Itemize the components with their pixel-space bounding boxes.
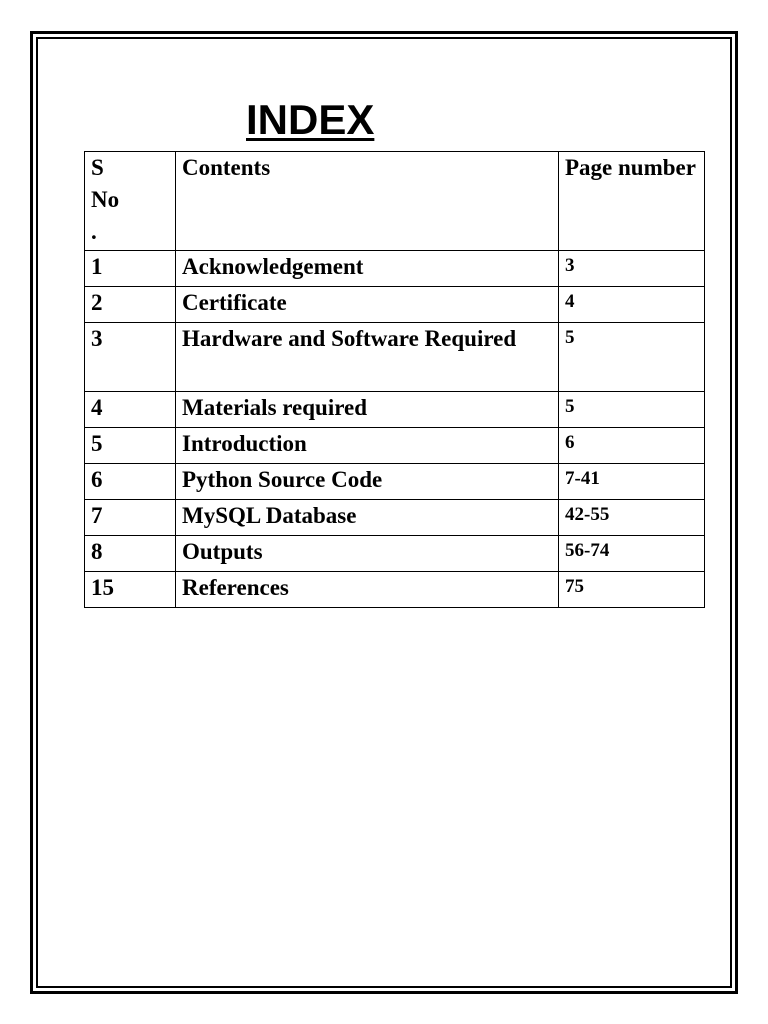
row-content: Hardware and Software Required (176, 323, 559, 392)
row-serial-number: 3 (85, 323, 176, 392)
table-row (85, 464, 705, 500)
header-page-number: Page number (559, 152, 705, 251)
header-contents: Contents (176, 152, 559, 251)
row-page-number: 6 (559, 428, 705, 464)
row-content: Certificate (176, 287, 559, 323)
table-row (85, 572, 705, 608)
row-serial-number: 8 (85, 536, 176, 572)
page-title: INDEX (246, 96, 375, 143)
row-serial-number: 7 (85, 500, 176, 536)
row-page-number: 7-41 (559, 464, 705, 500)
table-row (85, 500, 705, 536)
table-header-row (85, 152, 705, 251)
row-content: Outputs (176, 536, 559, 572)
row-page-number: 4 (559, 287, 705, 323)
row-serial-number: 2 (85, 287, 176, 323)
header-serial-number: S No . (85, 152, 176, 251)
row-content: Python Source Code (176, 464, 559, 500)
index-table (84, 151, 705, 608)
row-serial-number: 1 (85, 251, 176, 287)
row-page-number: 3 (559, 251, 705, 287)
row-serial-number: 15 (85, 572, 176, 608)
row-content: Introduction (176, 428, 559, 464)
table-row (85, 392, 705, 428)
row-serial-number: 4 (85, 392, 176, 428)
table-row (85, 536, 705, 572)
row-page-number: 5 (559, 392, 705, 428)
table-row (85, 428, 705, 464)
row-page-number: 5 (559, 323, 705, 392)
row-serial-number: 5 (85, 428, 176, 464)
row-content: MySQL Database (176, 500, 559, 536)
row-serial-number: 6 (85, 464, 176, 500)
row-page-number: 75 (559, 572, 705, 608)
row-page-number: 42-55 (559, 500, 705, 536)
row-content: Acknowledgement (176, 251, 559, 287)
row-page-number: 56-74 (559, 536, 705, 572)
table-row (85, 287, 705, 323)
table-row (85, 251, 705, 287)
table-row (85, 323, 705, 392)
row-content: Materials required (176, 392, 559, 428)
row-content: References (176, 572, 559, 608)
